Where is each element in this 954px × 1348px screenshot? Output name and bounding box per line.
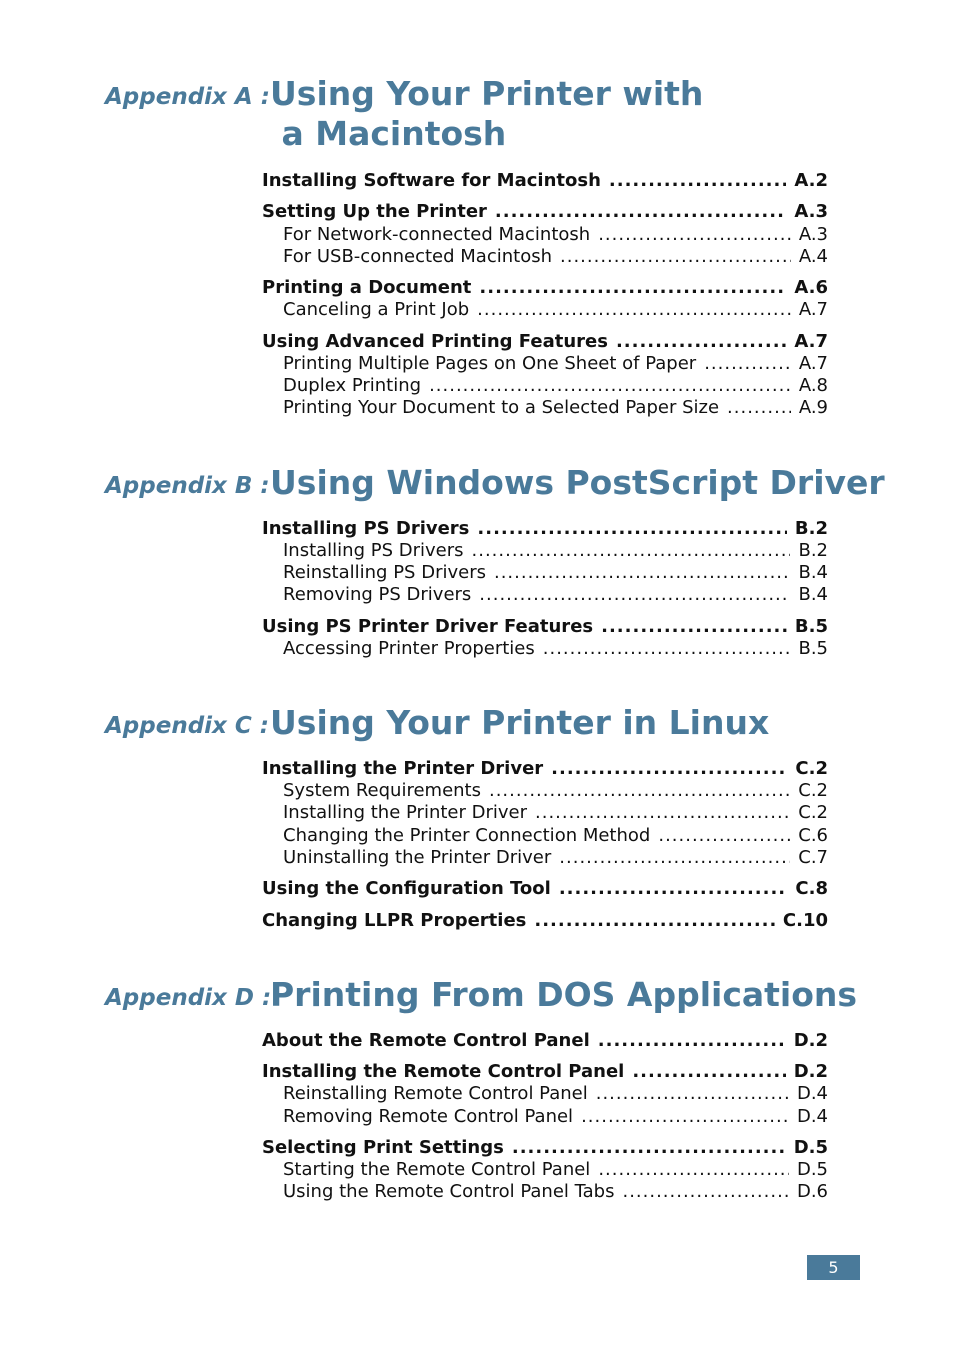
toc-entry-title: Printing Your Document to a Selected Paper Size <box>283 397 720 418</box>
toc-entry[interactable] <box>262 1030 828 1052</box>
toc-entry-page: D.4 <box>796 1106 828 1127</box>
toc-entry[interactable] <box>283 1083 828 1105</box>
toc-entry-title: Reinstalling PS Drivers <box>283 562 486 583</box>
dot-leader <box>622 1181 788 1202</box>
toc-entry-title: Duplex Printing <box>283 375 422 396</box>
toc-entry-page: A.7 <box>798 299 828 320</box>
toc-entry-page: D.6 <box>796 1181 828 1202</box>
appendix-title: Using Your Printer with a Macintosh <box>270 74 704 153</box>
dot-leader <box>632 1061 785 1082</box>
toc-entry[interactable] <box>262 201 828 223</box>
toc-entry[interactable] <box>283 299 828 321</box>
toc-entry-title: About the Remote Control Panel <box>262 1030 590 1051</box>
toc-entry-title: Changing LLPR Properties <box>262 910 527 931</box>
toc-entry[interactable] <box>283 825 828 847</box>
toc-entry-title: Starting the Remote Control Panel <box>283 1159 591 1180</box>
toc-entry-page: B.2 <box>794 518 828 539</box>
appendix-label: Appendix C : <box>105 713 269 739</box>
toc-entry-title: Changing the Printer Connection Method <box>283 825 651 846</box>
toc-entry-page: D.5 <box>796 1159 828 1180</box>
toc-entry[interactable] <box>262 1137 828 1159</box>
toc-entry-title: Reinstalling Remote Control Panel <box>283 1083 588 1104</box>
toc-entry-title: Installing PS Drivers <box>262 518 470 539</box>
toc-entry-page: B.2 <box>798 540 828 561</box>
toc-entry-title: Removing PS Drivers <box>283 584 472 605</box>
toc-entry-title: Using the Configuration Tool <box>262 878 551 899</box>
toc-entry[interactable] <box>262 518 828 540</box>
toc-entry[interactable] <box>262 170 828 192</box>
toc-entry-page: D.4 <box>796 1083 828 1104</box>
dot-leader <box>581 1106 789 1127</box>
toc-entry-title: Installing PS Drivers <box>283 540 464 561</box>
dot-leader <box>560 246 791 267</box>
toc-entry-title: Uninstalling the Printer Driver <box>283 847 552 868</box>
dot-leader <box>477 518 787 539</box>
dot-leader <box>559 878 788 899</box>
toc-entry[interactable] <box>283 638 828 660</box>
toc-entry[interactable] <box>283 802 828 824</box>
toc-entry-page: C.7 <box>798 847 828 868</box>
dot-leader <box>489 780 790 801</box>
toc-entry[interactable] <box>283 246 828 268</box>
dot-leader <box>472 540 791 561</box>
toc-entry[interactable] <box>283 780 828 802</box>
dot-leader <box>429 375 791 396</box>
dot-leader <box>512 1137 786 1158</box>
toc-entry-title: Installing the Remote Control Panel <box>262 1061 625 1082</box>
toc-entry[interactable] <box>283 397 828 419</box>
dot-leader <box>559 847 790 868</box>
toc-entry[interactable] <box>262 277 828 299</box>
toc-entry-title: Installing the Printer Driver <box>262 758 544 779</box>
toc-entry-page: C.10 <box>782 910 828 931</box>
toc-entry-title: Printing a Document <box>262 277 472 298</box>
dot-leader <box>598 224 791 245</box>
toc-entry-title: Canceling a Print Job <box>283 299 470 320</box>
toc-entry-page: C.6 <box>798 825 828 846</box>
toc-entry-title: Using the Remote Control Panel Tabs <box>283 1181 615 1202</box>
dot-leader <box>601 616 787 637</box>
toc-entry[interactable] <box>283 224 828 246</box>
toc-entry-page: A.3 <box>794 201 828 222</box>
appendix-label: Appendix A : <box>105 84 270 110</box>
toc-entry-page: A.7 <box>794 331 828 352</box>
dot-leader <box>609 170 786 191</box>
dot-leader <box>658 825 790 846</box>
toc-entry-page: C.8 <box>795 878 828 899</box>
toc-entry[interactable] <box>283 584 828 606</box>
toc-entry-page: D.2 <box>793 1030 828 1051</box>
dot-leader <box>598 1159 789 1180</box>
toc-entry-page: A.9 <box>798 397 828 418</box>
dot-leader <box>494 562 790 583</box>
toc-entry-page: D.2 <box>793 1061 828 1082</box>
toc-entry-title: Using PS Printer Driver Features <box>262 616 594 637</box>
toc-entry-title: System Requirements <box>283 780 481 801</box>
toc-entry-title: Removing Remote Control Panel <box>283 1106 574 1127</box>
toc-entry[interactable] <box>262 758 828 780</box>
toc-entry-page: A.6 <box>794 277 828 298</box>
toc-entry[interactable] <box>283 1106 828 1128</box>
dot-leader <box>543 638 791 659</box>
toc-entry-title: Accessing Printer Properties <box>283 638 535 659</box>
toc-entry-page: B.5 <box>798 638 828 659</box>
toc-entry-page: B.5 <box>794 616 828 637</box>
dot-leader <box>598 1030 786 1051</box>
toc-entry-title: Installing the Printer Driver <box>283 802 527 823</box>
toc-entry[interactable] <box>262 1061 828 1083</box>
toc-entry-page: A.3 <box>798 224 828 245</box>
toc-entry-title: Printing Multiple Pages on One Sheet of Paper <box>283 353 697 374</box>
toc-entry[interactable] <box>262 910 828 932</box>
appendix-title: Using Windows PostScript Driver <box>270 463 885 502</box>
dot-leader <box>616 331 786 352</box>
toc-entry-title: Installing Software for Macintosh <box>262 170 601 191</box>
toc-entry[interactable] <box>283 375 828 397</box>
toc-entry[interactable] <box>283 353 828 375</box>
toc-entry-page: B.4 <box>798 562 828 583</box>
toc-entry-page: C.2 <box>795 758 828 779</box>
dot-leader <box>534 910 775 931</box>
toc-entry[interactable] <box>283 540 828 562</box>
toc-entry-page: C.2 <box>798 780 828 801</box>
toc-entry-title: Setting Up the Printer <box>262 201 487 222</box>
dot-leader <box>704 353 791 374</box>
toc-entry[interactable] <box>283 1181 828 1203</box>
toc-entry-page: B.4 <box>798 584 828 605</box>
appendix-title: Printing From DOS Applications <box>270 975 858 1014</box>
toc-entry-title: Selecting Print Settings <box>262 1137 504 1158</box>
appendix-title: Using Your Printer in Linux <box>270 703 770 742</box>
dot-leader <box>727 397 791 418</box>
toc-entry[interactable] <box>262 616 828 638</box>
toc-entry[interactable] <box>283 562 828 584</box>
toc-entry-page: D.5 <box>793 1137 828 1158</box>
toc-entry-title: For Network-connected Macintosh <box>283 224 591 245</box>
toc-entry[interactable] <box>283 847 828 869</box>
toc-entry-title: Using Advanced Printing Features <box>262 331 608 352</box>
dot-leader <box>479 584 790 605</box>
page-number-badge: 5 <box>807 1255 860 1280</box>
dot-leader <box>477 299 791 320</box>
toc-entry[interactable] <box>283 1159 828 1181</box>
toc-entry[interactable] <box>262 331 828 353</box>
dot-leader <box>535 802 790 823</box>
toc-entry-page: A.8 <box>798 375 828 396</box>
toc-entry-page: C.2 <box>798 802 828 823</box>
appendix-label: Appendix B : <box>105 473 270 499</box>
dot-leader <box>479 277 786 298</box>
dot-leader <box>551 758 787 779</box>
appendix-label: Appendix D : <box>105 985 272 1011</box>
dot-leader <box>596 1083 789 1104</box>
dot-leader <box>495 201 786 222</box>
toc-entry-title: For USB-connected Macintosh <box>283 246 552 267</box>
toc-entry-page: A.2 <box>794 170 828 191</box>
toc-entry-page: A.7 <box>798 353 828 374</box>
toc-entry[interactable] <box>262 878 828 900</box>
toc-entry-page: A.4 <box>798 246 828 267</box>
